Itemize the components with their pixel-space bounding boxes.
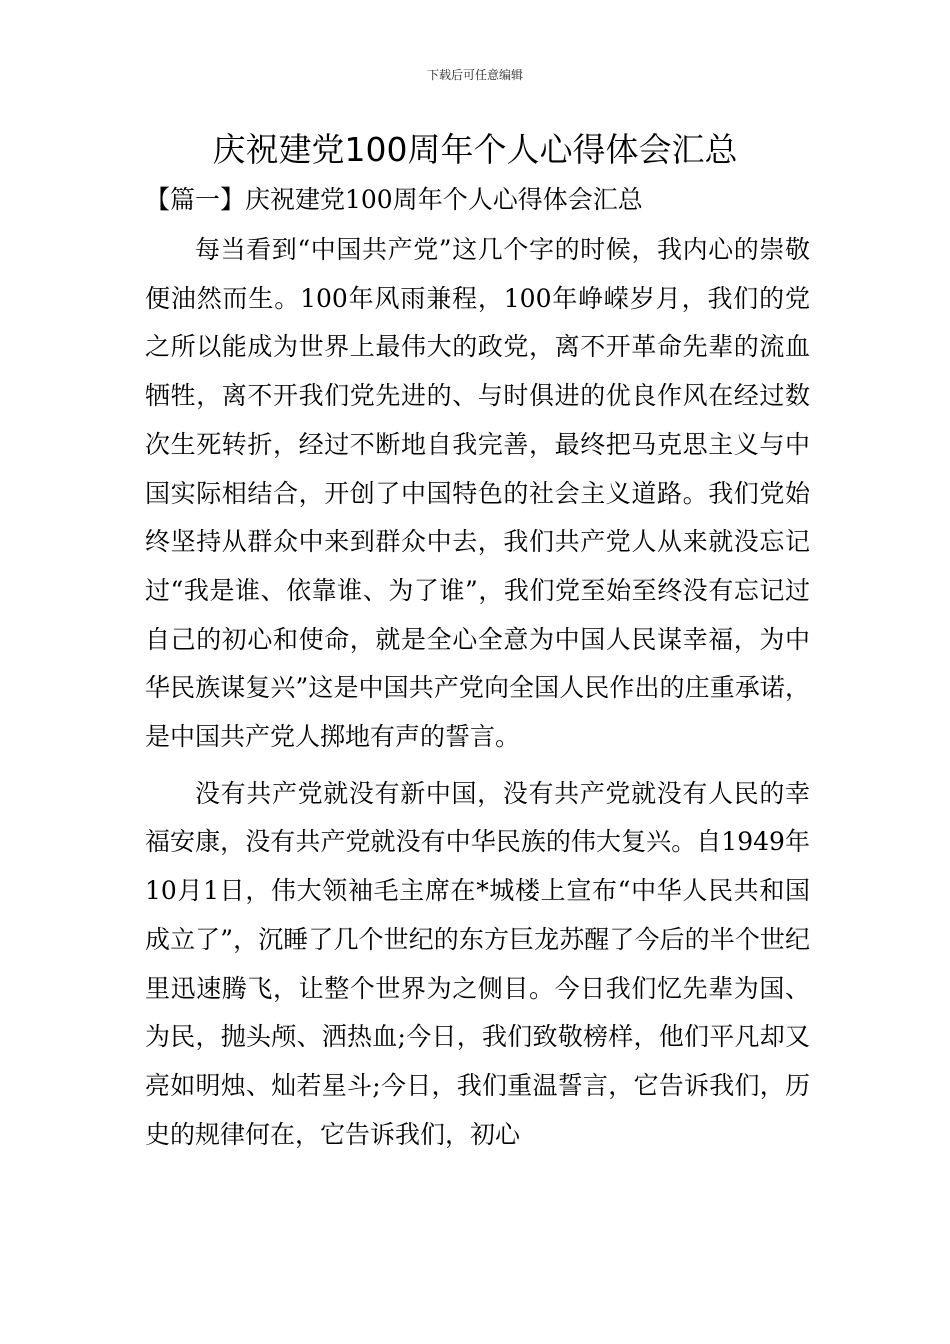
body-text — [145, 226, 810, 1167]
section-heading: 【篇一】庆祝建党100周年个人心得体会汇总 — [145, 185, 643, 214]
document-title: 庆祝建党100周年个人心得体会汇总 — [212, 130, 738, 169]
paragraph-1: 每当看到“中国共产党”这几个字的时候，我内心的崇敬便油然而生。100年风雨兼程，100年峥嵘岁月，我们的党之所以能成为世界上最伟大的政党，离不开革命先辈的流血牺牲，离不开我们党先进的、与时俱进的优良作风在经过数次生死转折，经过不断地自我完善，最终把马克思主义与中国实际相结合，开创了中国特色的社会主义道路。我们党始终坚持从群众中来到群众中去，我们共产党人从来就没忘记过“我是谁、依靠谁、为了谁”，我们党至始至终没有忘记过自己的初心和使命，就是全心全意为中国人民谋幸福，为中华民族谋复兴”这是中国共产党向全国人民作出的庄重承诺，是中国共产党人掷地有声的誓言。 — [145, 235, 810, 752]
paragraph-2: 没有共产党就没有新中国，没有共产党就没有人民的幸福安康，没有共产党就没有中华民族的伟大复兴。自1949年10月1日，伟大领袖毛主席在*城楼上宣布“中华人民共和国成立了”，沉睡了几个世纪的东方巨龙苏醒了今后的半个世纪里迅速腾飞，让整个世界为之侧目。今日我们忆先辈为国、为民，抛头颅、洒热血;今日，我们致敬榜样，他们平凡却又亮如明烛、灿若星斗;今日，我们重温誓言，它告诉我们，历史的规律何在，它告诉我们，初心 — [145, 778, 810, 1149]
header-note: 下载后可任意编辑 — [426, 68, 523, 82]
